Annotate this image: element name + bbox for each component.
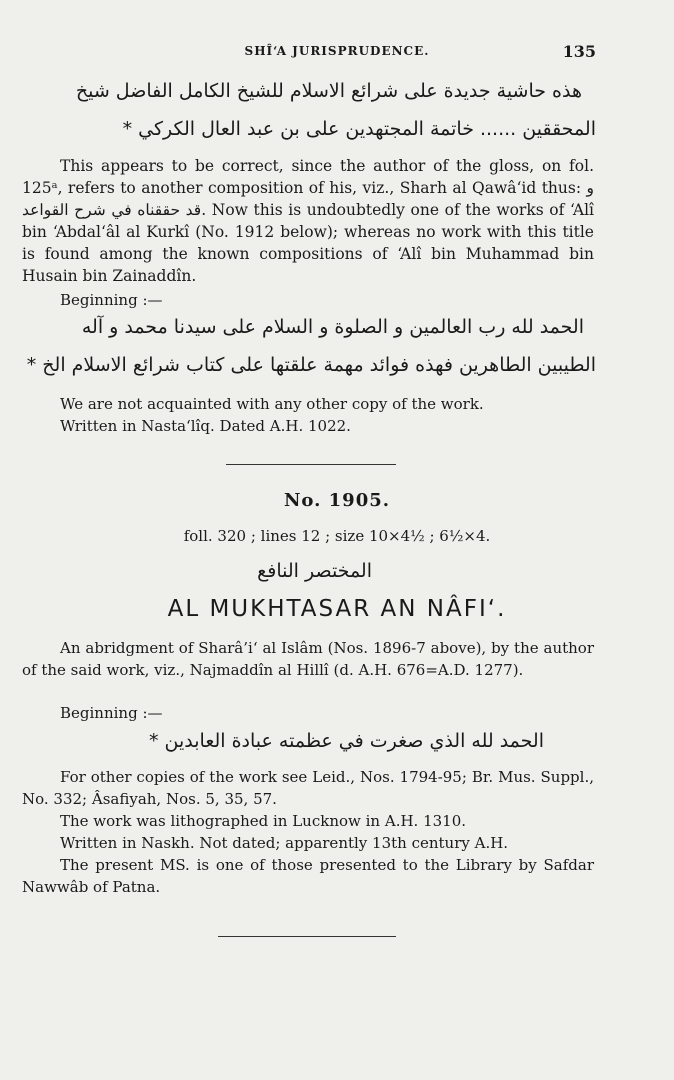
- physical-description: foll. 320 ; lines 12 ; size 10×4½ ; 6½×4.: [183, 527, 491, 545]
- lithograph-note: The work was lithographed in Lucknow in A.H. 1310.: [60, 812, 467, 830]
- provenance-paragraph: The present MS. is one of those presented to the Library by Safdar Nawwâb of Patna.: [22, 856, 594, 896]
- arabic-beginning: الطيبين الطاهرين فهذه فوائد مهمة علقتها على كتاب شرائع الاسلام الخ *: [26, 354, 596, 376]
- arabic-title: المختصر النافع: [257, 560, 372, 582]
- page-number: 135: [562, 42, 596, 61]
- beginning-label: Beginning :—: [60, 291, 163, 309]
- script-note: Written in Naskh. Not dated; apparently 13th century A.H.: [60, 834, 509, 852]
- divider: [226, 464, 396, 465]
- divider: [218, 936, 396, 937]
- description-paragraph: An abridgment of Sharâ’i‘ al Islâm (Nos. 1896-7 above), by the author of the said work, viz., Najmaddîn al Hillî (d. A.H. 676=A.D. 1277).: [22, 639, 594, 679]
- script-note: Written in Nasta‘lîq. Dated A.H. 1022.: [60, 417, 351, 435]
- arabic-beginning: الحمد لله رب العالمين و الصلوة و السلام على سيدنا محمد و آله: [81, 316, 584, 338]
- copy-note: We are not acquainted with any other copy of the work.: [60, 395, 484, 413]
- beginning-label: Beginning :—: [60, 704, 163, 722]
- arabic-line: هذه حاشية جديدة على شرائع الاسلام للشيخ الكامل الفاضل شيخ: [75, 80, 582, 102]
- arabic-line: المحققين ...... خاتمة المجتهدين على بن عبد العال الكركي *: [122, 118, 596, 140]
- copies-paragraph: For other copies of the work see Leid., Nos. 1794-95; Br. Mus. Suppl., No. 332; Âsafiyah, Nos. 5, 35, 57.: [22, 768, 594, 808]
- entry-title: AL MUKHTASAR AN NÂFI‘.: [167, 596, 507, 622]
- running-title: SHÎ‘A JURISPRUDENCE.: [244, 44, 430, 58]
- arabic-beginning: الحمد لله الذي صغرت في عظمته عبادة العابدين *: [148, 730, 544, 752]
- gloss-paragraph: This appears to be correct, since the author of the gloss, on fol. 125ᵃ, refers to another composition of his, viz., Sharh al Qawâ‘id thus: و قد حققناه في شرح القواعد. Now this is undoubtedly one of the works of ‘Alî bin ‘Abdal‘âl al Kurkî (No. 1912 below); whereas no work with this title is found among the known compositions of ‘Alî bin Muhammad bin Husain bin Zainaddîn.: [22, 157, 594, 285]
- entry-number: No. 1905.: [283, 490, 391, 511]
